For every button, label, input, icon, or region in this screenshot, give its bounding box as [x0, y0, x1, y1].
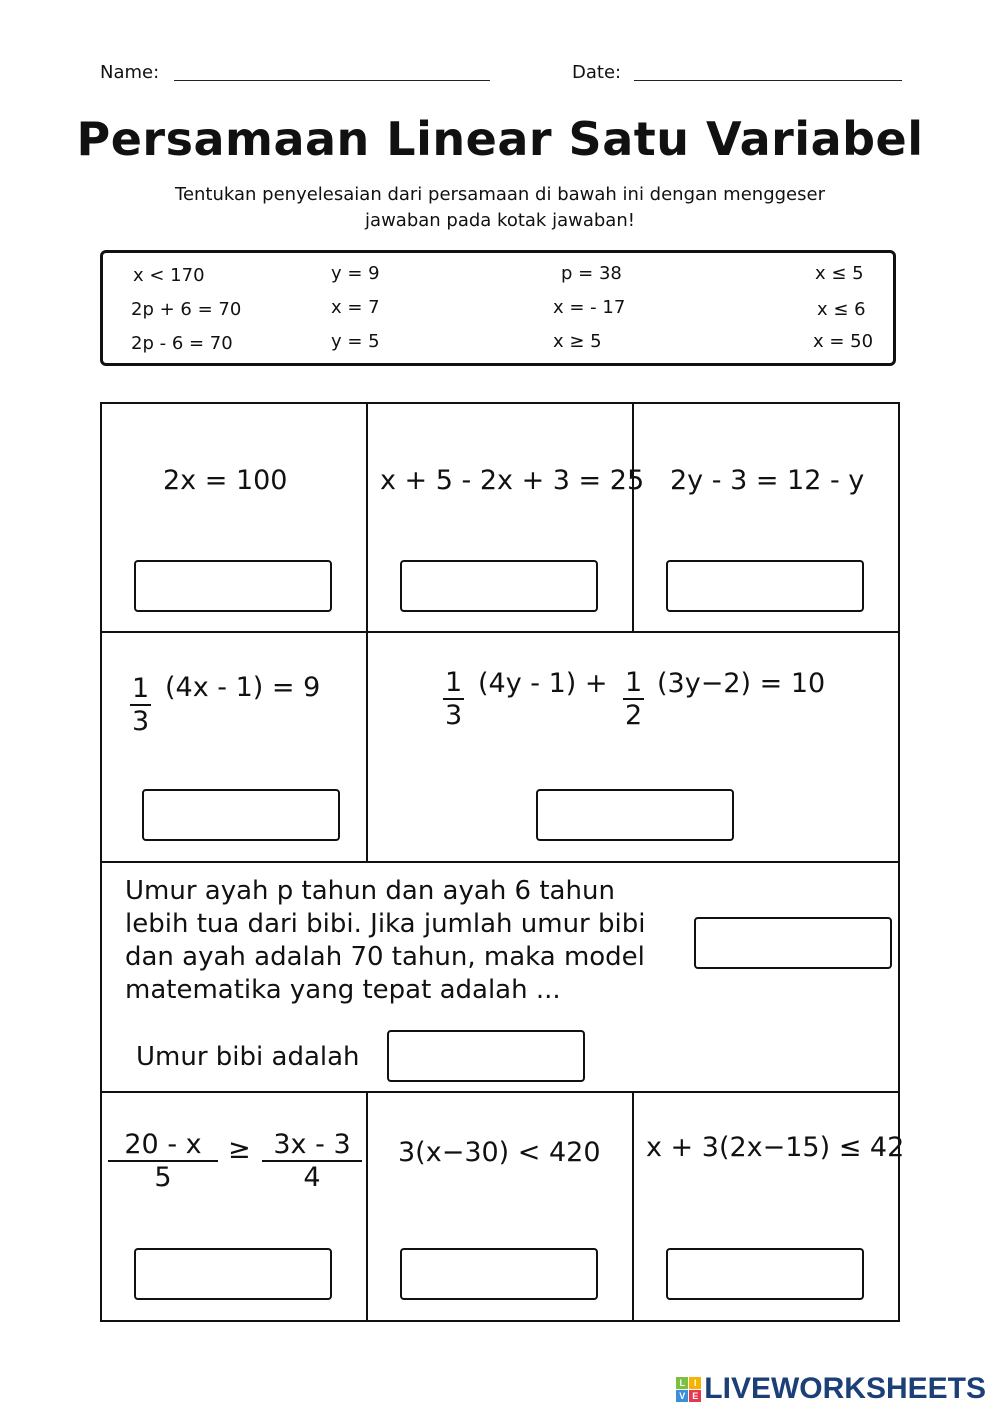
numerator: 1 [445, 667, 463, 698]
problem-1: 2x = 100 [163, 465, 288, 496]
answer-box-age[interactable] [387, 1030, 585, 1082]
inequality-sign: ≥ [228, 1134, 251, 1165]
logo-letter: L [676, 1377, 688, 1389]
divider [100, 861, 900, 863]
answer-box-5[interactable] [536, 789, 734, 841]
name-field[interactable] [174, 80, 490, 81]
answer-bank [100, 250, 896, 366]
answer-box-1[interactable] [134, 560, 332, 612]
answer-option[interactable]: x = 7 [331, 297, 380, 318]
answer-option[interactable]: x ≤ 5 [815, 263, 864, 284]
answer-box-4[interactable] [142, 789, 340, 841]
denominator: 4 [303, 1162, 321, 1193]
denominator: 2 [625, 700, 643, 731]
liveworksheets-logo [676, 1372, 986, 1406]
divider [366, 1092, 368, 1322]
answer-option[interactable]: x ≥ 5 [553, 331, 602, 352]
problem-4: (4x - 1) = 9 [165, 672, 321, 703]
date-field[interactable] [634, 80, 902, 81]
problem-8: 3(x−30) < 420 [398, 1137, 601, 1168]
instruction-line-2: jawaban pada kotak jawaban! [365, 210, 635, 231]
divider [632, 1092, 634, 1322]
story-line: dan ayah adalah 70 tahun, maka model [125, 942, 645, 972]
story-line: lebih tua dari bibi. Jika jumlah umur bibi [125, 909, 646, 939]
numerator: 20 - x [108, 1130, 218, 1162]
page-title: Persamaan Linear Satu Variabel [76, 112, 924, 166]
logo-text: LIVEWORKSHEETS [704, 1372, 986, 1405]
divider [632, 402, 634, 632]
problem-5-rest: (3y−2) = 10 [657, 668, 826, 699]
logo-letter: E [689, 1390, 701, 1402]
fraction [443, 668, 464, 732]
story-question-2: Umur bibi adalah [136, 1042, 360, 1072]
fraction [130, 674, 151, 738]
fraction [262, 1130, 362, 1194]
answer-option[interactable]: 2p - 6 = 70 [131, 333, 233, 354]
fraction [108, 1130, 218, 1194]
divider [100, 631, 900, 633]
denominator: 5 [154, 1162, 172, 1193]
answer-option[interactable]: 2p + 6 = 70 [131, 299, 242, 320]
fraction [623, 668, 644, 732]
answer-option[interactable]: x < 170 [133, 265, 205, 286]
numerator: 1 [625, 667, 643, 698]
numerator: 3x - 3 [262, 1130, 362, 1162]
date-label: Date: [572, 62, 622, 83]
problem-2: x + 5 - 2x + 3 = 25 [380, 465, 645, 496]
answer-box-model[interactable] [694, 917, 892, 969]
denominator: 3 [132, 706, 150, 737]
denominator: 3 [445, 700, 463, 731]
logo-icon [676, 1377, 701, 1402]
answer-option[interactable]: x = - 17 [553, 297, 626, 318]
story-problem [125, 875, 645, 1007]
answer-option[interactable]: x ≤ 6 [817, 299, 866, 320]
numerator: 1 [132, 673, 150, 704]
answer-box-3[interactable] [666, 560, 864, 612]
logo-letter: V [676, 1390, 688, 1402]
answer-box-9[interactable] [666, 1248, 864, 1300]
story-line: Umur ayah p tahun dan ayah 6 tahun [125, 876, 615, 906]
instruction-line-1: Tentukan penyelesaian dari persamaan di bawah ini dengan menggeser [175, 184, 825, 205]
logo-letter: I [689, 1377, 701, 1389]
answer-option[interactable]: y = 5 [331, 331, 380, 352]
answer-box-8[interactable] [400, 1248, 598, 1300]
problem-5-part: (4y - 1) + [478, 668, 608, 699]
answer-box-7[interactable] [134, 1248, 332, 1300]
answer-option[interactable]: p = 38 [561, 263, 622, 284]
answer-option[interactable]: y = 9 [331, 263, 380, 284]
name-label: Name: [100, 62, 160, 83]
answer-box-2[interactable] [400, 560, 598, 612]
problem-9: x + 3(2x−15) ≤ 42 [646, 1132, 905, 1163]
problem-3: 2y - 3 = 12 - y [670, 465, 865, 496]
answer-option[interactable]: x = 50 [813, 331, 874, 352]
divider [100, 1091, 900, 1093]
story-line: matematika yang tepat adalah ... [125, 975, 561, 1005]
